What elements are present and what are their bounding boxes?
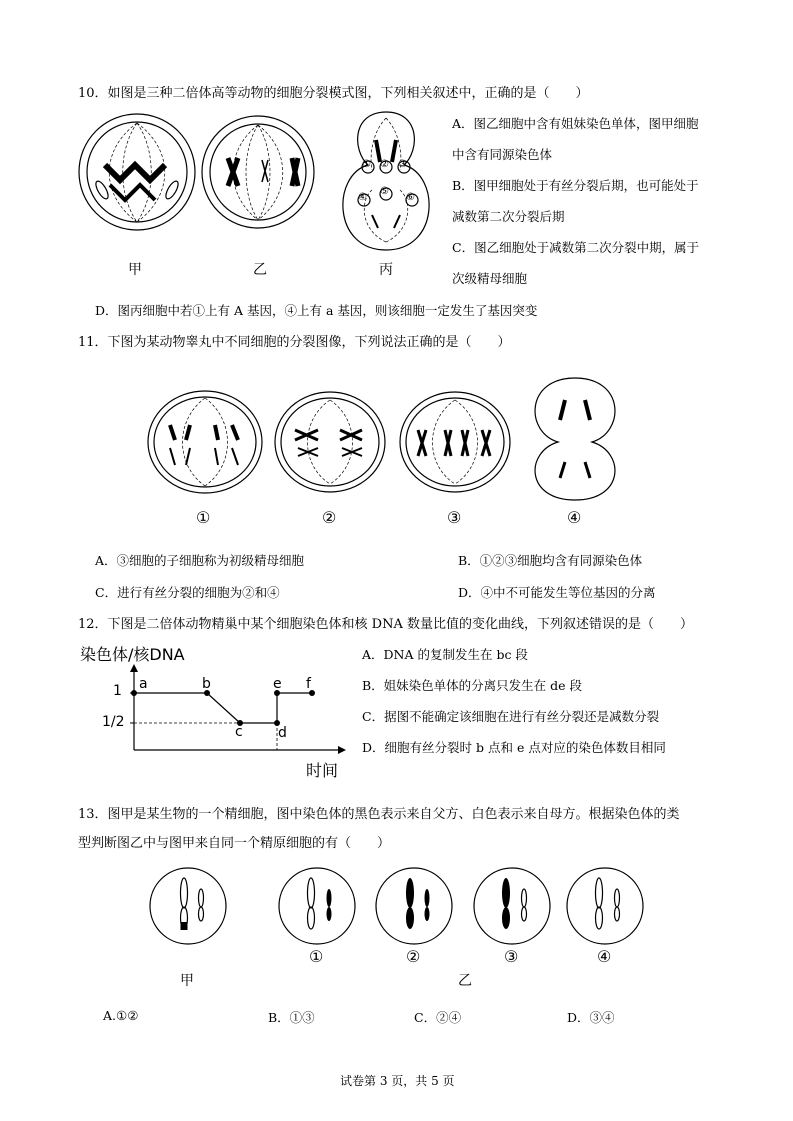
- q13-cell-label-4: ④: [597, 947, 612, 966]
- q12-option-d[interactable]: D．细胞有丝分裂时 b 点和 e 点对应的染色体数目相同: [362, 740, 666, 755]
- q10-option-b-line1[interactable]: B．图甲细胞处于有丝分裂后期，也可能处于: [452, 178, 699, 193]
- q13-label-jia: 甲: [180, 973, 194, 989]
- q12-label-d: d: [278, 725, 287, 741]
- q13-option-c[interactable]: C．②④: [414, 1010, 462, 1025]
- q13-cell-jia: [150, 868, 226, 944]
- q11-label-1: ①: [196, 508, 211, 527]
- q11-label-4: ④: [567, 508, 582, 527]
- q11-label-3: ③: [447, 508, 462, 527]
- q13-stem-line1: 13．图甲是某生物的一个精细胞，图中染色体的黑色表示来自父方、白色表示来自母方。根据染色体的类: [78, 807, 680, 822]
- q13-cell-label-1: ①: [309, 947, 324, 966]
- bing-num-2: ②: [380, 159, 389, 170]
- q13-stem-line2: 型判断图乙中与图甲来自同一个精原细胞的有（ ）: [78, 836, 391, 851]
- q11-label-2: ②: [322, 508, 337, 527]
- q12-graph-ytick-1: 1: [113, 683, 122, 699]
- q12-graph-ytick-half: 1/2: [102, 714, 125, 730]
- page-footer: 试卷第 3 页，共 5 页: [340, 1074, 455, 1088]
- q11-option-c[interactable]: C．进行有丝分裂的细胞为②和④: [95, 585, 280, 600]
- q11-option-b[interactable]: B．①②③细胞均含有同源染色体: [458, 553, 643, 568]
- q10-stem: 10．如图是三种二倍体高等动物的细胞分裂模式图，下列相关叙述中，正确的是（ ）: [78, 86, 589, 101]
- q12-graph-ylabel: 染色体/核DNA: [80, 645, 185, 664]
- q12-label-e: e: [273, 676, 282, 692]
- q11-option-d[interactable]: D．④中不可能发生等位基因的分离: [458, 585, 656, 600]
- bing-num-3: ③: [398, 159, 407, 170]
- q12-option-c[interactable]: C．据图不能确定该细胞在进行有丝分裂还是减数分裂: [362, 709, 660, 724]
- q11-option-a[interactable]: A．③细胞的子细胞称为初级精母细胞: [95, 553, 305, 568]
- q10-label-jia: 甲: [128, 262, 142, 278]
- bing-num-4: ④: [358, 192, 367, 203]
- q13-cell-1: [279, 868, 355, 944]
- q13-label-yi: 乙: [458, 973, 472, 989]
- q10-option-c-line2: 次级精母细胞: [452, 271, 528, 286]
- q13-cell-3: [474, 868, 550, 944]
- bing-num-5: ⑤: [380, 186, 389, 197]
- bing-num-1: ①: [362, 159, 371, 170]
- q12-label-c: c: [235, 724, 243, 740]
- q12-graph-xlabel: 时间: [306, 761, 339, 780]
- q13-option-b[interactable]: B．①③: [268, 1010, 315, 1025]
- q10-option-d[interactable]: D．图丙细胞中若①上有 A 基因，④上有 a 基因，则该细胞一定发生了基因突变: [95, 303, 538, 318]
- q13-option-d[interactable]: D．③④: [567, 1010, 615, 1025]
- q10-label-yi: 乙: [253, 262, 267, 278]
- bing-num-6: ⑥: [406, 192, 415, 203]
- q10-option-c-line1[interactable]: C．图乙细胞处于减数第二次分裂中期，属于: [452, 240, 700, 255]
- q11-stem: 11．下图为某动物睾丸中不同细胞的分裂图像，下列说法正确的是（ ）: [78, 335, 511, 350]
- q13-cell-2: [376, 868, 452, 944]
- q12-label-b: b: [202, 676, 211, 692]
- q10-option-a-line2: 中含有同源染色体: [452, 147, 553, 162]
- q12-label-f: f: [306, 676, 311, 692]
- q12-label-a: a: [139, 676, 148, 692]
- q10-option-b-line2: 减数第二次分裂后期: [452, 209, 565, 224]
- q13-cell-label-3: ③: [504, 947, 519, 966]
- q13-option-a[interactable]: A.①②: [103, 1008, 139, 1023]
- q12-stem: 12．下图是二倍体动物精巢中某个细胞染色体和核 DNA 数量比值的变化曲线，下列叙述错误的是（ ）: [78, 617, 693, 632]
- q12-option-a[interactable]: A．DNA 的复制发生在 bc 段: [362, 647, 528, 662]
- q10-label-bing: 丙: [379, 262, 393, 278]
- q12-option-b[interactable]: B．姐妹染色单体的分离只发生在 de 段: [362, 678, 583, 693]
- q13-cell-label-2: ②: [406, 947, 421, 966]
- q10-option-a-line1[interactable]: A．图乙细胞中含有姐妹染色单体，图甲细胞: [452, 116, 699, 131]
- q13-cell-4: [567, 868, 643, 944]
